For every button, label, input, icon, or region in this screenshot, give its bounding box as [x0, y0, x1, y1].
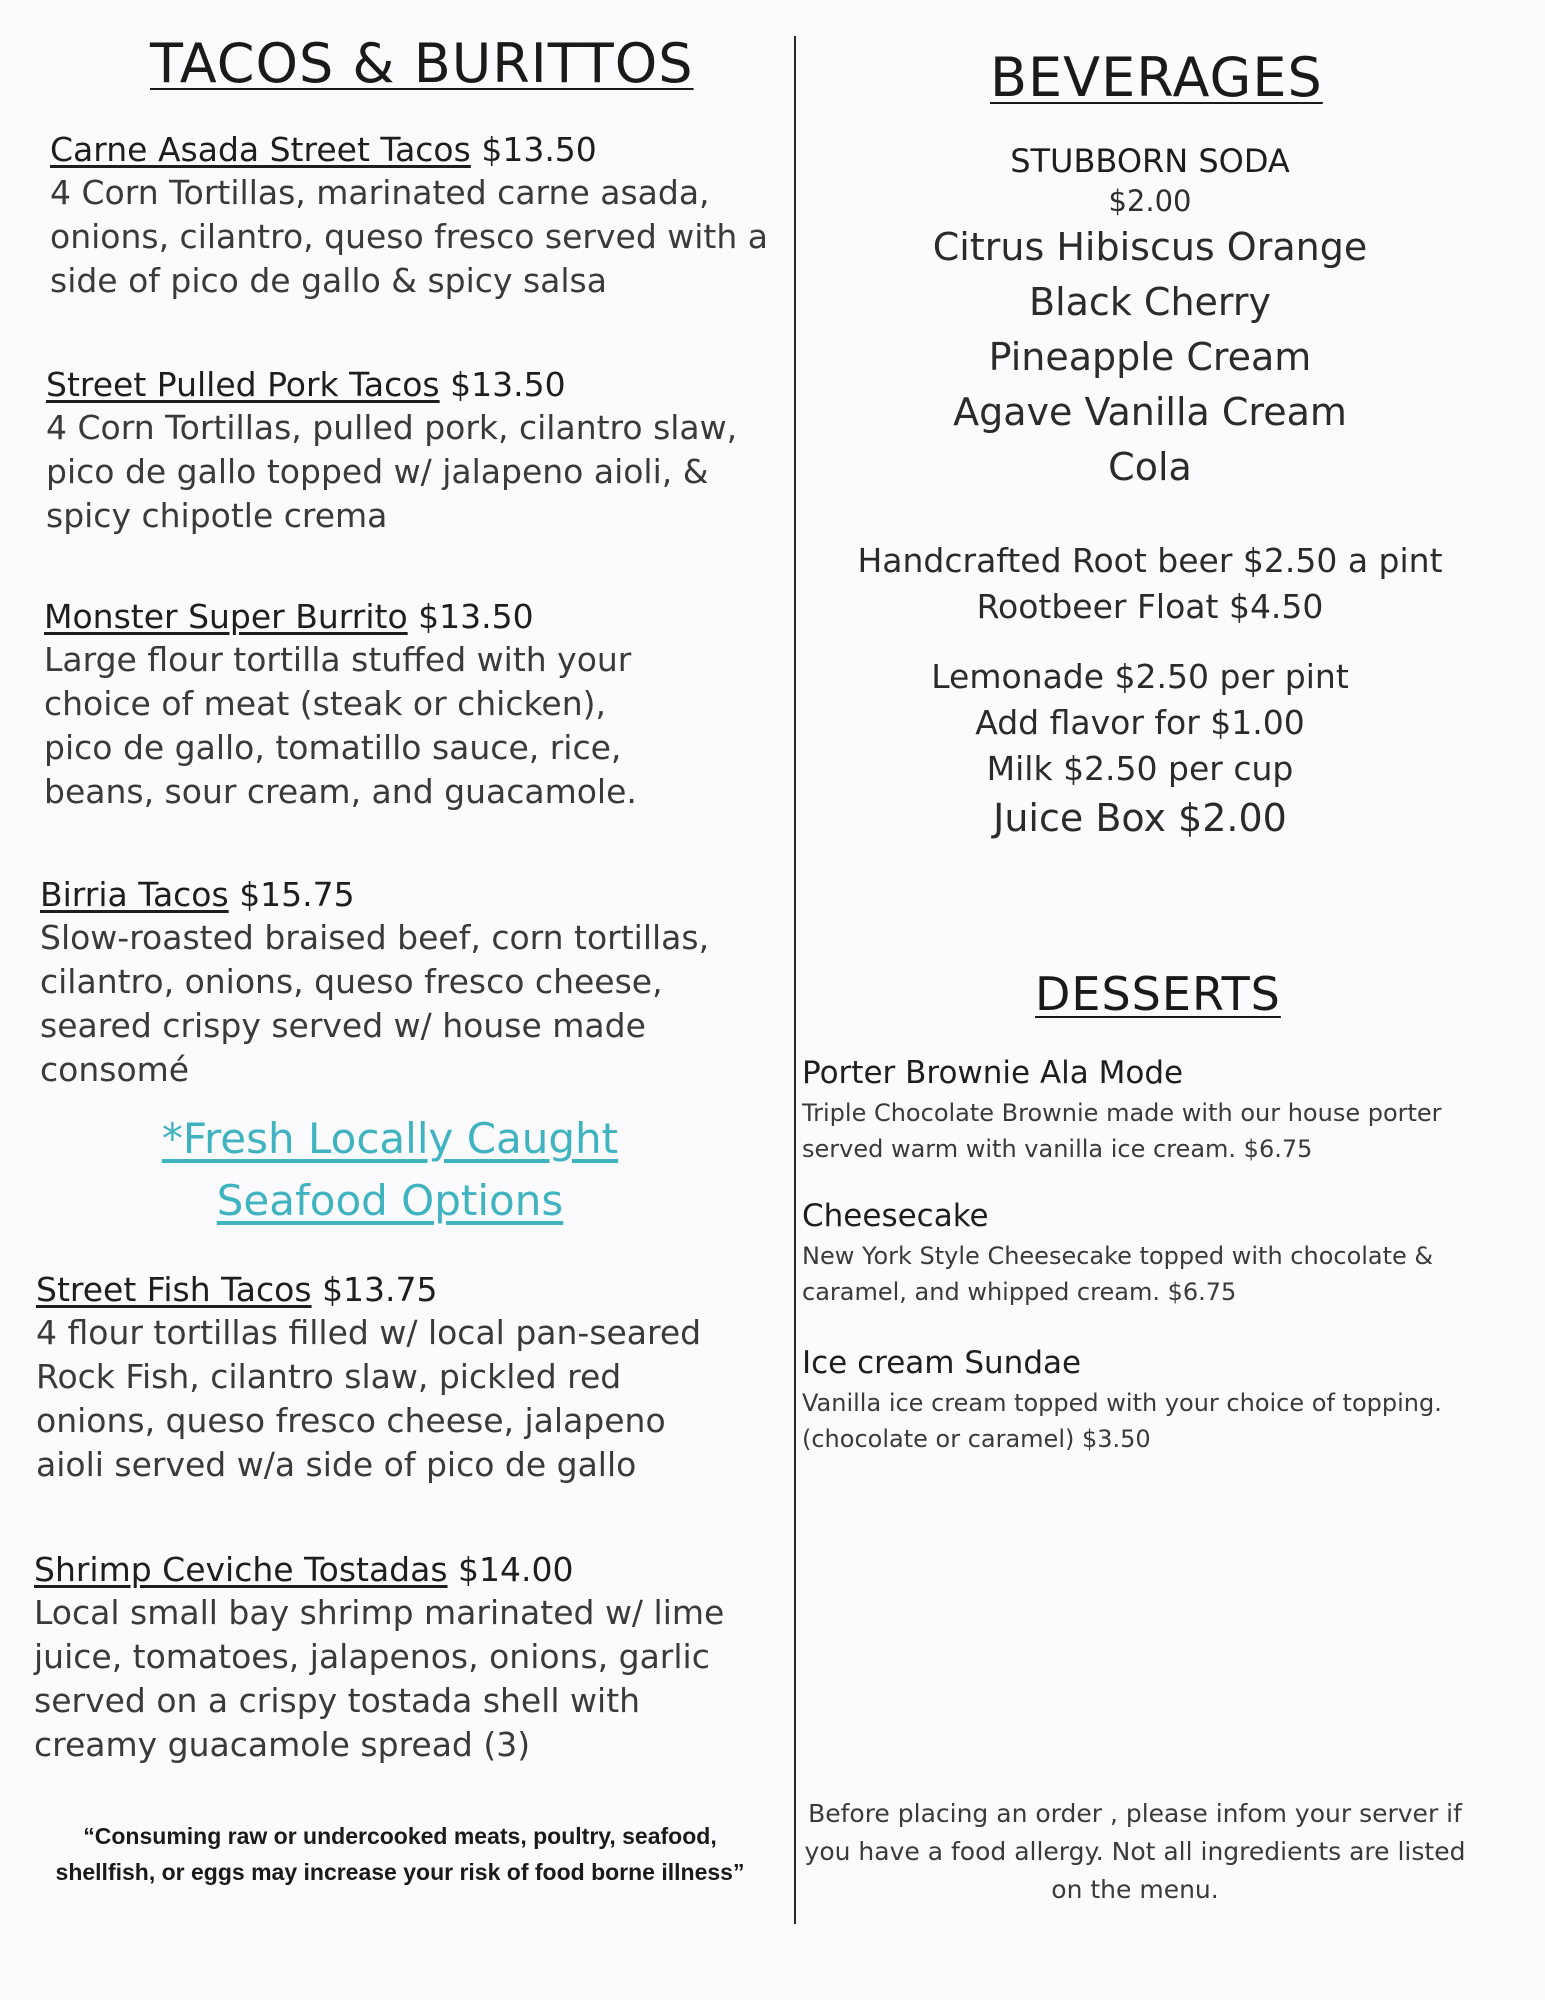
dessert-ice-cream-sundae	[802, 1345, 1462, 1457]
item-description: 4 flour tortillas filled w/ local pan-seared Rock Fish, cilantro slaw, pickled red onions, queso fresco cheese, jalapeno aioli served w/a side of pico de gallo	[36, 1313, 702, 1484]
milk-line: Milk $2.50 per cup	[986, 749, 1294, 788]
soda-flavor: Cola	[1108, 445, 1192, 489]
item-price: $15.75	[239, 875, 355, 914]
menu-item-monster-burrito	[44, 597, 684, 814]
item-name: Carne Asada Street Tacos	[50, 130, 471, 169]
desserts-title: DESSERTS	[1035, 967, 1281, 1021]
root-beer-line: Handcrafted Root beer $2.50 a pint	[857, 541, 1443, 580]
soda-flavor: Pineapple Cream	[988, 335, 1312, 379]
item-price: $14.00	[458, 1550, 574, 1589]
item-description: Local small bay shrimp marinated w/ lime juice, tomatoes, jalapenos, onions, garlic served on a crispy tostada shell with creamy guacamole spread (3)	[34, 1593, 725, 1764]
add-flavor-line: Add flavor for $1.00	[975, 703, 1305, 742]
dessert-name: Cheesecake	[802, 1198, 989, 1234]
allergy-note: Before placing an order , please infom your server if you have a food allergy. Not all ingredients are listed on the menu.	[804, 1799, 1466, 1904]
item-price: $13.50	[481, 130, 597, 169]
dessert-description: New York Style Cheesecake topped with chocolate & caramel, and whipped cream. $6.75	[802, 1242, 1434, 1306]
item-price: $13.75	[322, 1270, 438, 1309]
item-description: Large flour tortilla stuffed with your choice of meat (steak or chicken), pico de gallo, tomatillo sauce, rice, beans, sour cream, and guacamole.	[44, 640, 637, 811]
item-description: 4 Corn Tortillas, pulled pork, cilantro slaw, pico de gallo topped w/ jalapeno aioli, & spicy chipotle crema	[46, 408, 738, 535]
stubborn-soda-block	[790, 142, 1510, 495]
item-name: Monster Super Burrito	[44, 597, 408, 636]
root-beer-block	[790, 538, 1510, 630]
stubborn-soda-price: $2.00	[1108, 184, 1192, 218]
dessert-description: Vanilla ice cream topped with your choice of topping. (chocolate or caramel) $3.50	[802, 1389, 1442, 1453]
other-drinks-block	[790, 654, 1490, 844]
item-name: Street Pulled Pork Tacos	[46, 365, 440, 404]
stubborn-soda-heading: STUBBORN SODA	[1010, 142, 1290, 180]
item-price: $13.50	[418, 597, 534, 636]
dessert-cheesecake	[802, 1198, 1462, 1310]
item-price: $13.50	[450, 365, 566, 404]
soda-flavor: Agave Vanilla Cream	[953, 390, 1347, 434]
item-name: Street Fish Tacos	[36, 1270, 312, 1309]
menu-item-birria-tacos	[40, 875, 780, 1092]
menu-item-street-fish-tacos	[36, 1270, 736, 1487]
dessert-name: Ice cream Sundae	[802, 1345, 1082, 1381]
beverages-title: BEVERAGES	[990, 46, 1323, 109]
juice-box-line: Juice Box $2.00	[993, 796, 1287, 840]
seafood-options-note: *Fresh Locally Caught Seafood Options	[161, 1114, 619, 1225]
menu-item-shrimp-ceviche	[34, 1550, 754, 1767]
lemonade-line: Lemonade $2.50 per pint	[931, 657, 1349, 696]
tacos-burritos-title: TACOS & BURITTOS	[150, 32, 694, 95]
menu-item-pulled-pork	[46, 365, 756, 538]
dessert-description: Triple Chocolate Brownie made with our house porter served warm with vanilla ice cream. $6.75	[802, 1099, 1442, 1163]
soda-flavor: Citrus Hibiscus Orange	[932, 225, 1368, 269]
soda-flavor: Black Cherry	[1029, 280, 1271, 324]
menu-item-carne-asada	[50, 130, 770, 303]
food-safety-disclaimer: “Consuming raw or undercooked meats, poultry, seafood, shellfish, or eggs may increase your risk of food borne illness”	[55, 1823, 745, 1885]
dessert-name: Porter Brownie Ala Mode	[802, 1055, 1184, 1091]
item-name: Shrimp Ceviche Tostadas	[34, 1550, 448, 1589]
item-name: Birria Tacos	[40, 875, 229, 914]
item-description: Slow-roasted braised beef, corn tortillas, cilantro, onions, queso fresco cheese, seared crispy served w/ house made consomé	[40, 918, 710, 1089]
root-beer-float-line: Rootbeer Float $4.50	[976, 587, 1324, 626]
dessert-porter-brownie	[802, 1055, 1462, 1167]
item-description: 4 Corn Tortillas, marinated carne asada, onions, cilantro, queso fresco served with a side of pico de gallo & spicy salsa	[50, 173, 768, 300]
